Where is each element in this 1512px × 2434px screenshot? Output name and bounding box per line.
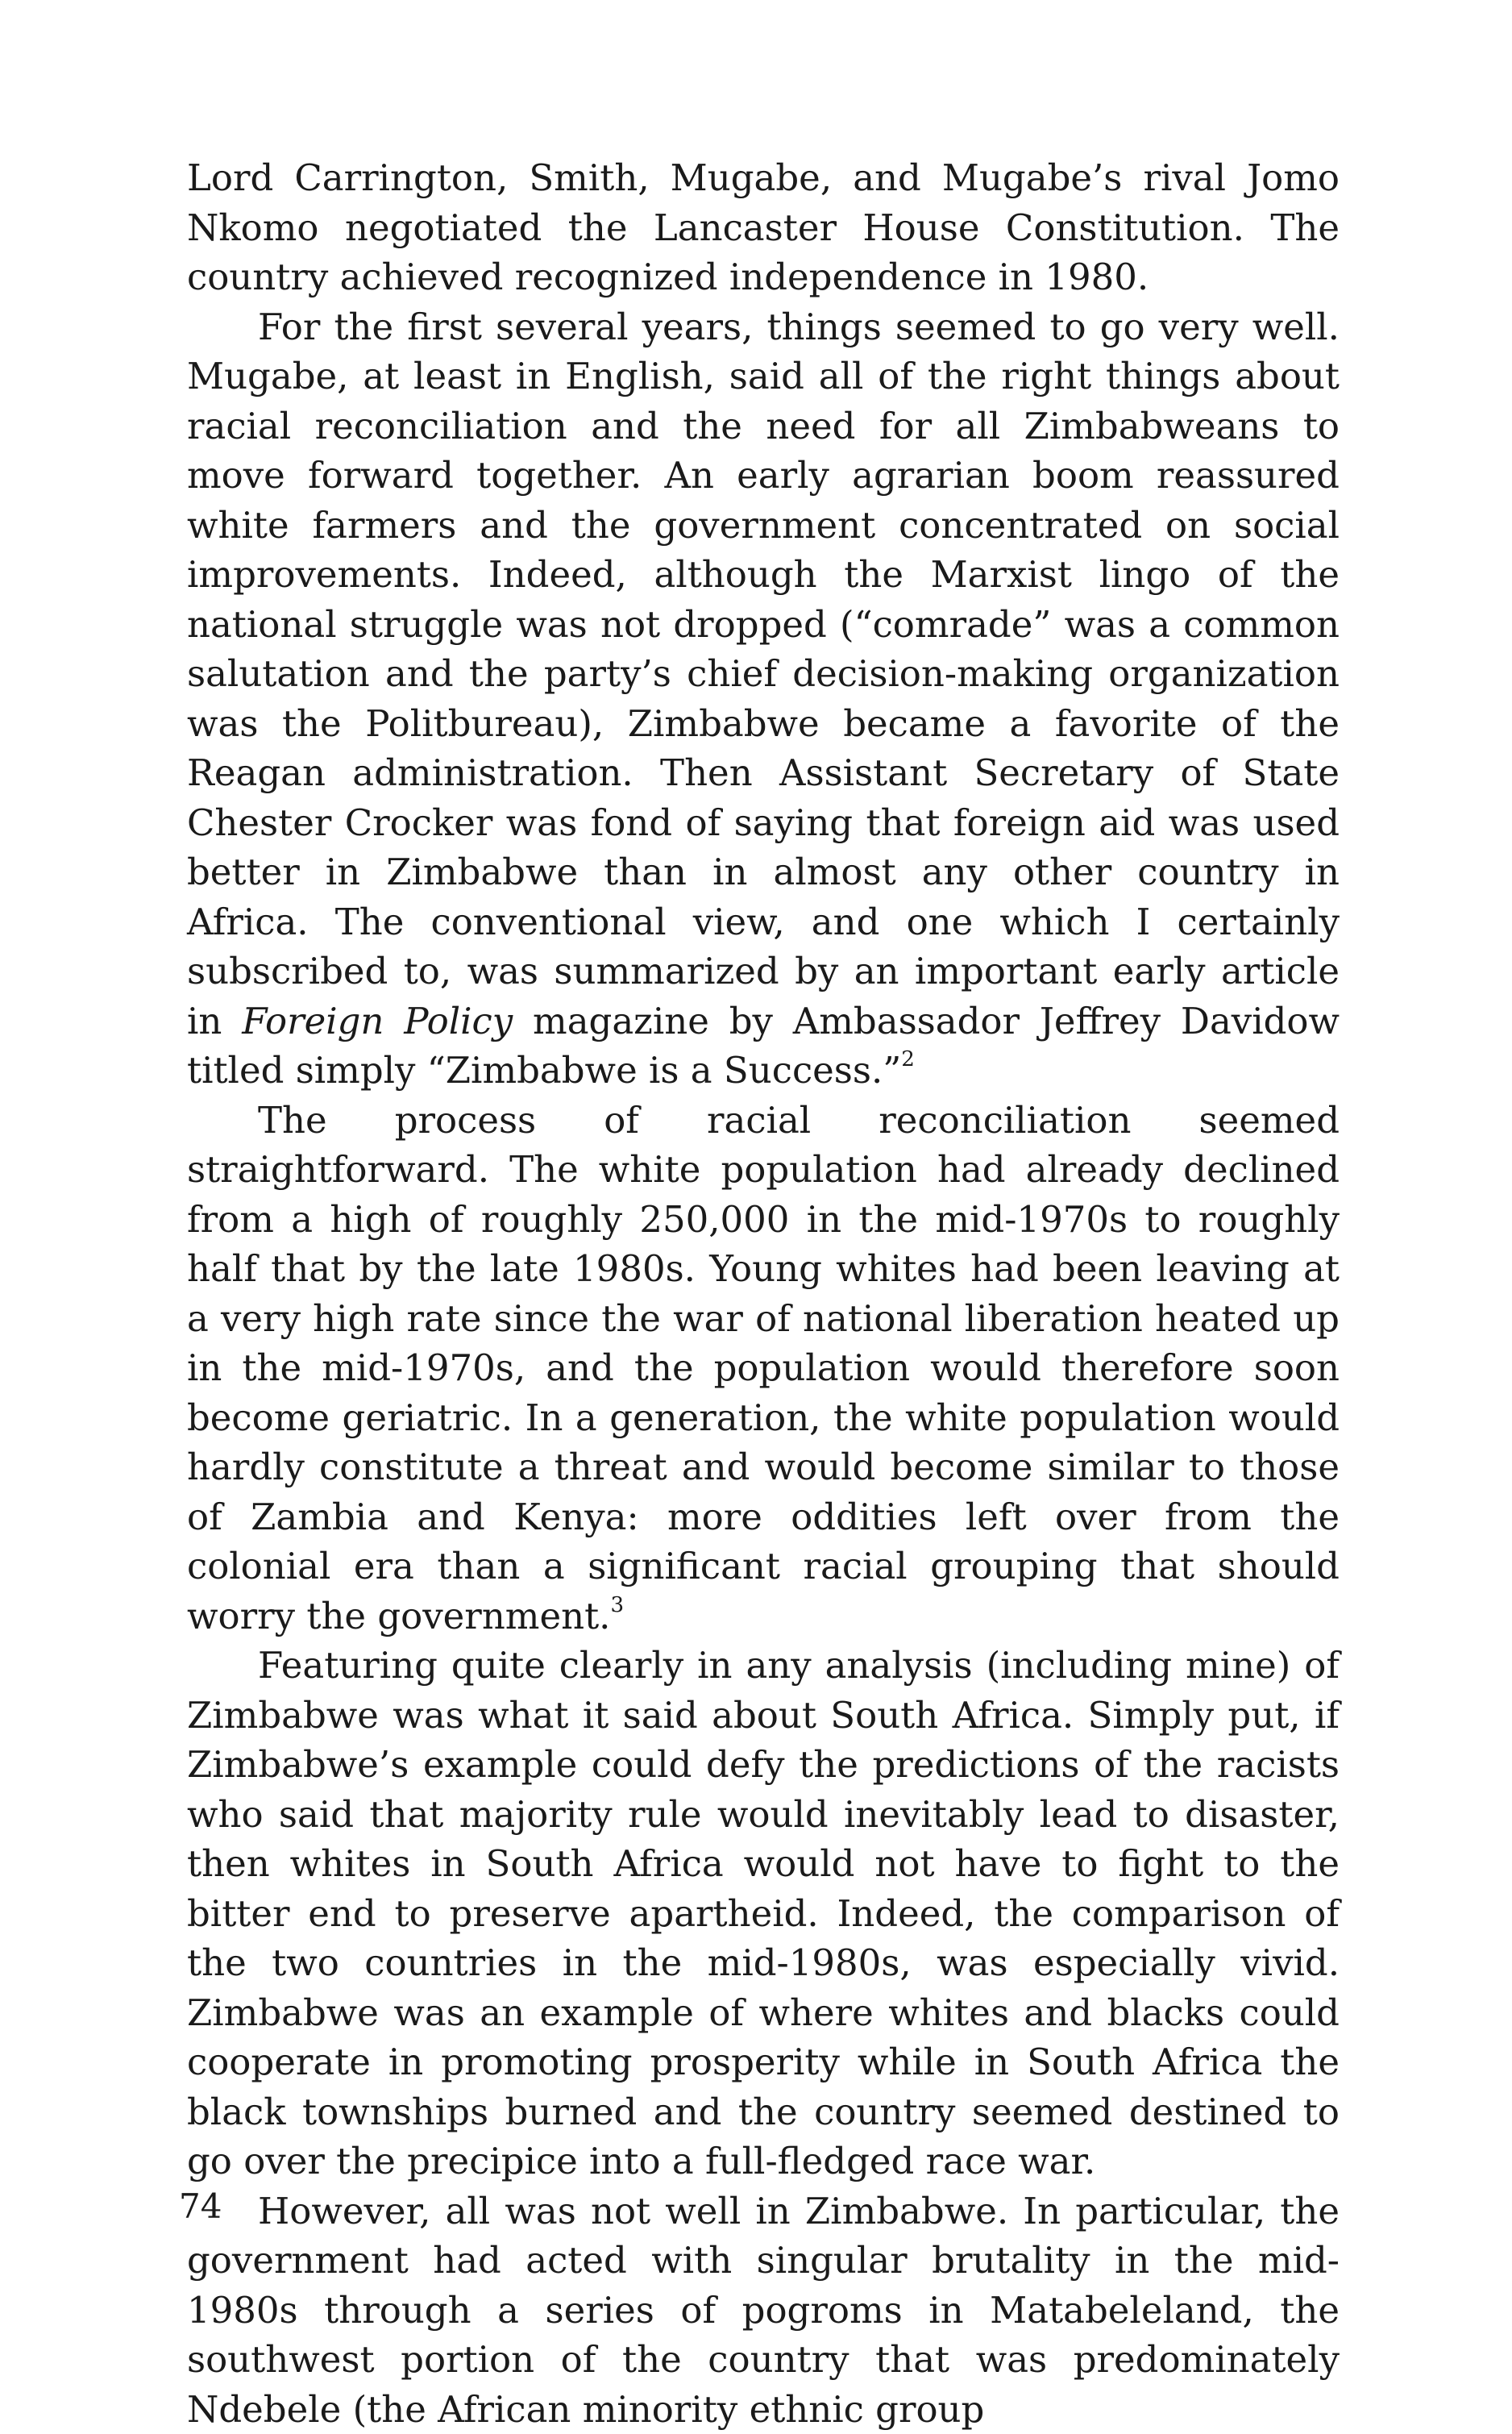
- paragraph-4-text: Featuring quite clearly in any analysis (including mine) of Zimbabwe was what it said about South Africa. Simply put, if Zimbabwe’s example could defy the predictions of the racists who said that majority rule would inevitably lead to disaster, then whites in South Africa would not have to fight to the bitter end to preserve apartheid. Indeed, the comparison of the two countries in the mid-1980s, was especially vivid. Zimbabwe was an example of where whites and blacks could cooperate in promoting prosperity while in South Africa the black townships burned and the country seemed destined to go over the precipice into a full-fledged race war.: [187, 1644, 1340, 2182]
- footnote-marker-2: 2: [901, 1047, 915, 1071]
- page-number: 74: [179, 2186, 222, 2227]
- body-text: [187, 153, 1340, 2434]
- paragraph-1-text: Lord Carrington, Smith, Mugabe, and Mugabe’s rival Jomo Nkomo negotiated the Lancaster House Constitution. The country achieved recognized independence in 1980.: [187, 156, 1340, 298]
- footnote-marker-3: 3: [610, 1593, 624, 1617]
- paragraph-1: [187, 153, 1340, 302]
- paragraph-4: [187, 1641, 1340, 2186]
- paragraph-3: [187, 1096, 1340, 1641]
- paragraph-2: [187, 302, 1340, 1096]
- paragraph-2-text-a: For the first several years, things seemed to go very well. Mugabe, at least in English, said all of the right things about racial reconciliation and the need for all Zimbabweans to move forward together. An early agrarian boom reassured white farmers and the government concentrated on social improvements. Indeed, although the Marxist lingo of the national struggle was not dropped (“comrade” was a common salutation and the party’s chief decision-making organization was the Politbureau), Zimbabwe became a favorite of the Reagan administration. Then Assistant Secretary of State Chester Crocker was fond of saying that foreign aid was used better in Zimbabwe than in almost any other country in Africa. The conventional view, and one which I certainly subscribed to, was summarized by an important early article in: [187, 306, 1340, 1042]
- paragraph-5: [187, 2186, 1340, 2434]
- publication-title: Foreign Policy: [242, 1000, 513, 1042]
- paragraph-2-text-b: magazine by Ambassador Jeffrey Davidow titled simply “Zimbabwe is a Success.”: [187, 1000, 1340, 1092]
- paragraph-5-text: However, all was not well in Zimbabwe. In particular, the government had acted with singular brutality in the mid-1980s through a series of pogroms in Matabeleland, the southwest portion of the country that was predominately Ndebele (the African minority ethnic group: [187, 2190, 1340, 2431]
- paragraph-3-text: The process of racial reconciliation seemed straightforward. The white population had already declined from a high of roughly 250,000 in the mid-1970s to roughly half that by the late 1980s. Young whites had been leaving at a very high rate since the war of national liberation heated up in the mid-1970s, and the population would therefore soon become geriatric. In a generation, the white population would hardly constitute a threat and would become similar to those of Zambia and Kenya: more oddities left over from the colonial era than a significant racial grouping that should worry the government.: [187, 1099, 1340, 1637]
